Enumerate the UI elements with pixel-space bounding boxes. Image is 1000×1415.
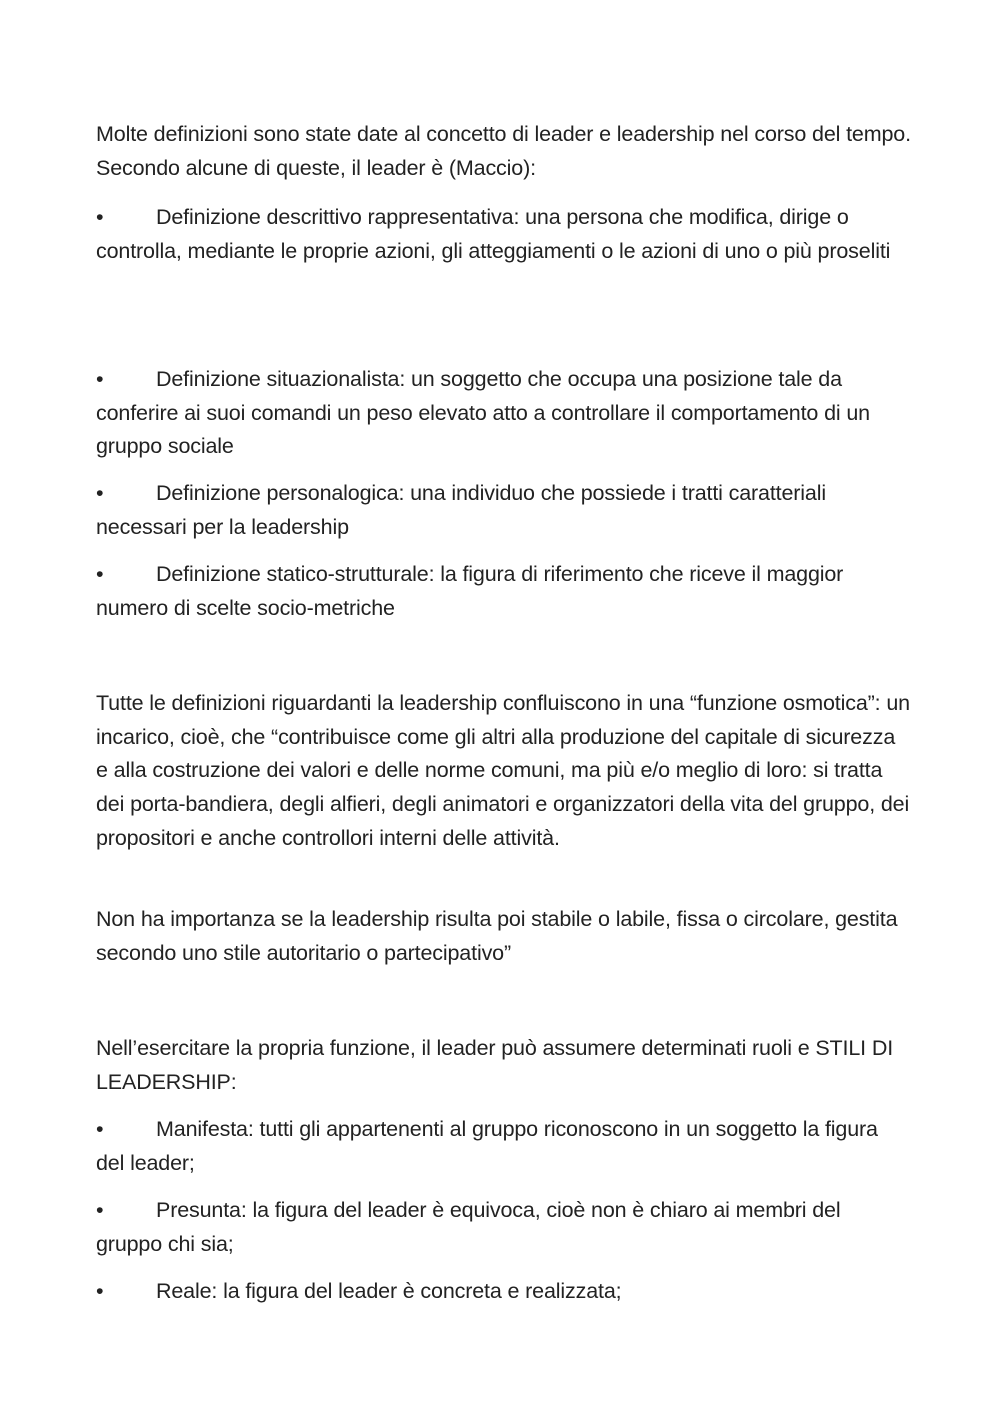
stability-paragraph: Non ha importanza se la leadership risulta poi stabile o labile, fissa o circolare, gestita secondo uno stile autoritario o partecipativo” xyxy=(96,907,898,965)
bullet-icon: • xyxy=(96,481,104,505)
bullet-icon: • xyxy=(96,1117,104,1141)
style-item xyxy=(96,1194,911,1261)
definition-item xyxy=(96,363,911,464)
intro-paragraph: Molte definizioni sono state date al concetto di leader e leadership nel corso del tempo. Secondo alcune di queste, il leader è (Maccio): xyxy=(96,122,911,180)
bullet-icon: • xyxy=(96,1279,104,1303)
definition-text: Definizione situazionalista: un soggetto che occupa una posizione tale da conferire ai suoi comandi un peso elevato atto a controllare il comportamento di un gruppo sociale xyxy=(96,367,870,459)
style-item xyxy=(96,1275,911,1309)
definition-item xyxy=(96,477,911,544)
bullet-icon: • xyxy=(96,562,104,586)
definition-text: Definizione personalogica: una individuo che possiede i tratti caratteriali necessari per la leadership xyxy=(96,481,826,539)
definition-item xyxy=(96,558,911,625)
styles-intro-paragraph: Nell’esercitare la propria funzione, il leader può assumere determinati ruoli e STILI DI LEADERSHIP: xyxy=(96,1036,894,1094)
definition-text: Definizione descrittivo rappresentativa: una persona che modifica, dirige o controlla, mediante le proprie azioni, gli atteggiamenti o le azioni di uno o più proseliti xyxy=(96,205,891,263)
style-text: Reale: la figura del leader è concreta e realizzata; xyxy=(156,1279,622,1303)
bullet-icon: • xyxy=(96,1198,104,1222)
style-text: Manifesta: tutti gli appartenenti al gruppo riconoscono in un soggetto la figura del leader; xyxy=(96,1117,878,1175)
osmotic-paragraph: Tutte le definizioni riguardanti la leadership confluiscono in una “funzione osmotica”: un incarico, cioè, che “contribuisce come gli altri alla produzione del capitale di sicurezza e alla costruzione dei valori e delle norme comuni, ma più e/o meglio di loro: si tratta dei porta-bandiera, degli alfieri, degli animatori e organizzatori della vita del gruppo, dei propositori e anche controllori interni delle attività. xyxy=(96,691,910,850)
style-item xyxy=(96,1113,911,1180)
style-text: Presunta: la figura del leader è equivoca, cioè non è chiaro ai membri del gruppo chi sia; xyxy=(96,1198,841,1256)
definition-text: Definizione statico-strutturale: la figura di riferimento che riceve il maggior numero di scelte socio-metriche xyxy=(96,562,844,620)
bullet-icon: • xyxy=(96,205,104,229)
bullet-icon: • xyxy=(96,367,104,391)
definition-item xyxy=(96,201,911,268)
